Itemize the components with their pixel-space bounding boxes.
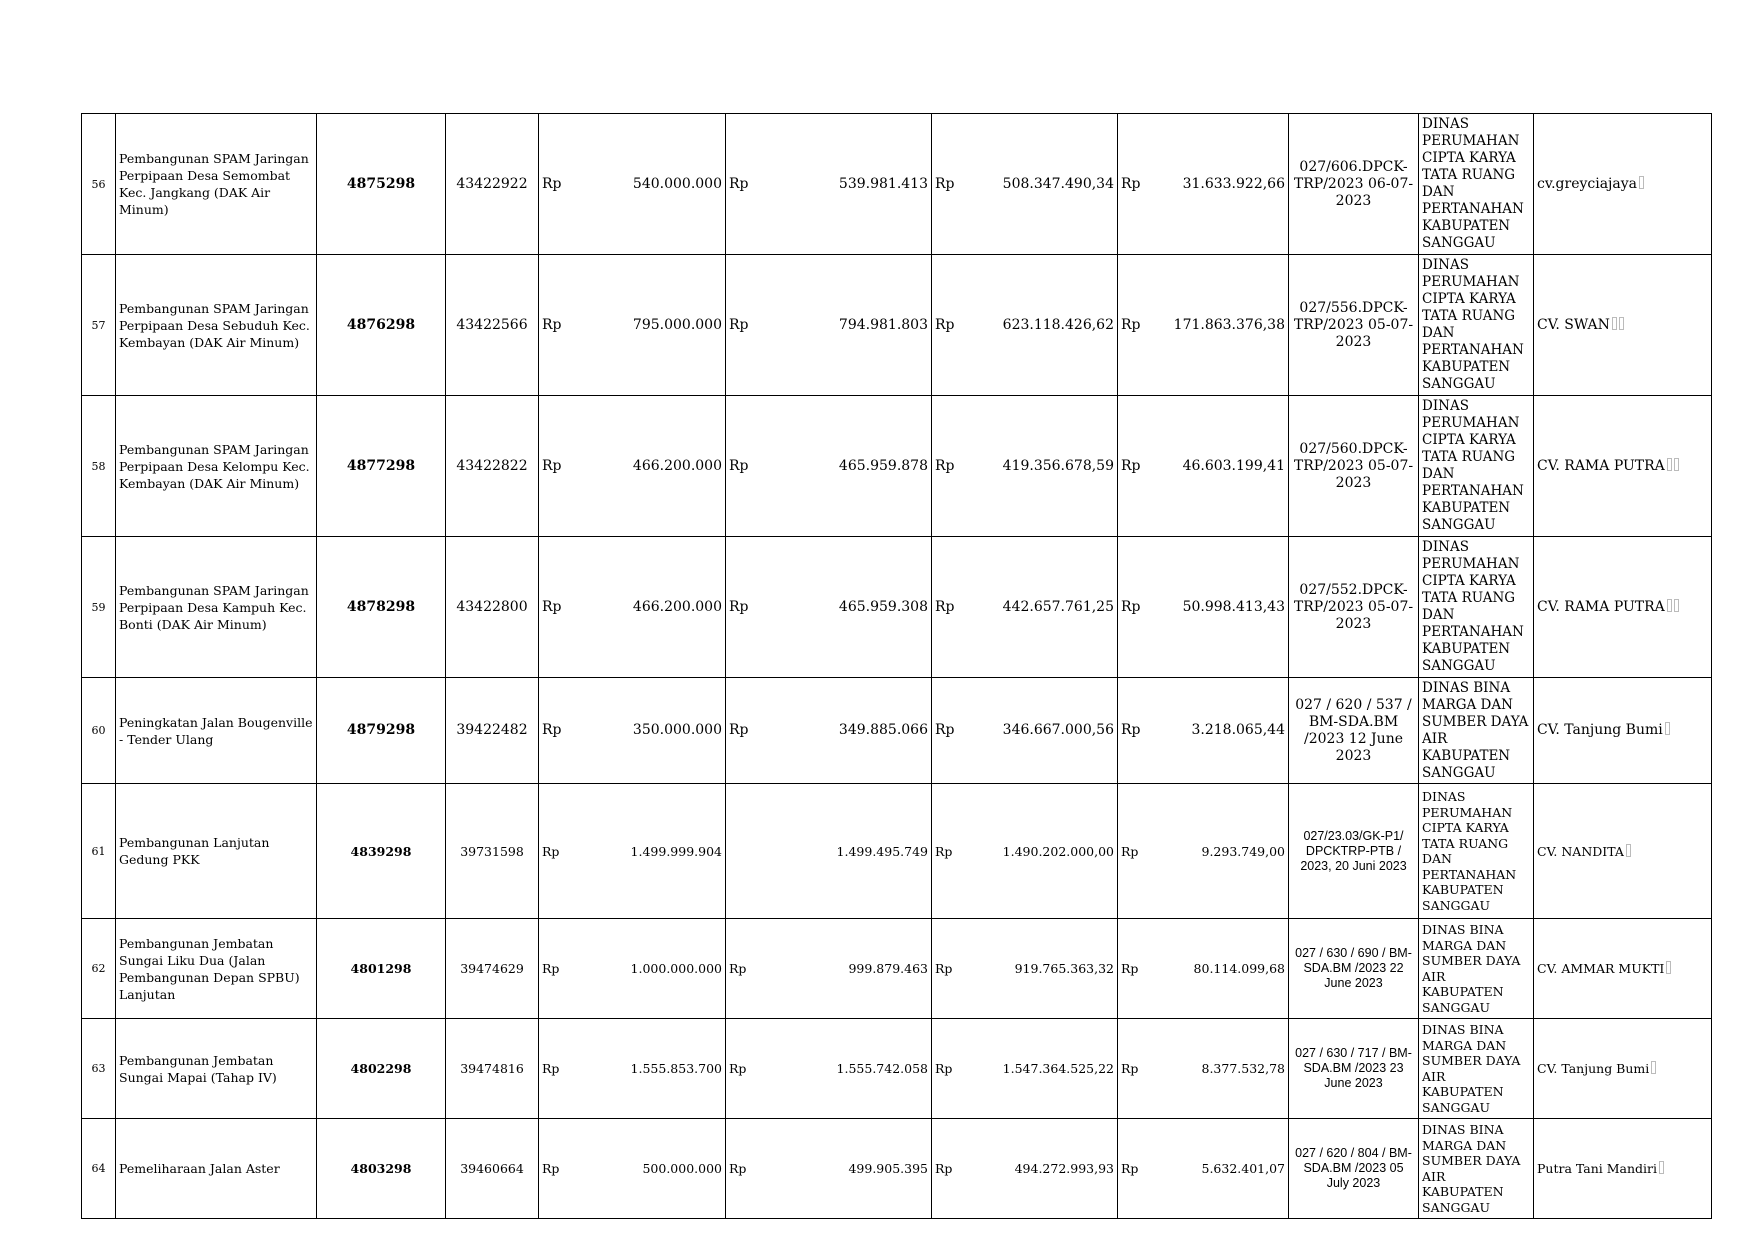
hps-amount: 999.879.463 bbox=[760, 919, 932, 1019]
vendor-cell bbox=[1534, 784, 1712, 919]
vendor-cell bbox=[1534, 678, 1712, 784]
currency-label: Rp bbox=[726, 1119, 760, 1219]
currency-label: Rp bbox=[1118, 919, 1152, 1019]
row-number: 62 bbox=[82, 919, 116, 1019]
row-number: 64 bbox=[82, 1119, 116, 1219]
vendor-name: CV. SWAN bbox=[1537, 316, 1610, 333]
currency-label: Rp bbox=[539, 537, 573, 678]
hps-amount: 349.885.066 bbox=[760, 678, 932, 784]
currency-label: Rp bbox=[726, 255, 760, 396]
agency-name: DINAS PERUMAHAN CIPTA KARYA TATA RUANG DAN PERTANAHAN KABUPATEN SANGGAU bbox=[1419, 537, 1534, 678]
empty-box-icon bbox=[1626, 844, 1631, 857]
vendor-cell bbox=[1534, 537, 1712, 678]
empty-box-icon bbox=[1667, 599, 1672, 612]
contract-number: 027/606.DPCK-TRP/2023 06-07-2023 bbox=[1289, 114, 1419, 255]
currency-label: Rp bbox=[539, 396, 573, 537]
procurement-table bbox=[81, 113, 1712, 1219]
empty-box-icon bbox=[1665, 722, 1670, 735]
rup-code: 39731598 bbox=[446, 784, 539, 919]
currency-label: Rp bbox=[726, 396, 760, 537]
package-name: Pembangunan SPAM Jaringan Perpipaan Desa Sebuduh Kec. Kembayan (DAK Air Minum) bbox=[116, 255, 317, 396]
currency-label: Rp bbox=[1118, 255, 1152, 396]
row-number: 60 bbox=[82, 678, 116, 784]
currency-label: Rp bbox=[932, 537, 966, 678]
vendor-name: CV. Tanjung Bumi bbox=[1537, 722, 1663, 738]
vendor-cell bbox=[1534, 396, 1712, 537]
currency-label: Rp bbox=[932, 784, 966, 919]
package-code: 4876298 bbox=[317, 255, 446, 396]
rup-code: 43422800 bbox=[446, 537, 539, 678]
package-code: 4875298 bbox=[317, 114, 446, 255]
vendor-name: CV. RAMA PUTRA bbox=[1537, 457, 1665, 474]
contract-amount: 442.657.761,25 bbox=[966, 537, 1118, 678]
table-row bbox=[82, 1119, 1712, 1219]
package-code: 4877298 bbox=[317, 396, 446, 537]
vendor-cell bbox=[1534, 114, 1712, 255]
package-code: 4803298 bbox=[317, 1119, 446, 1219]
contract-number: 027/23.03/GK-P1/ DPCKTRP-PTB / 2023, 20 Juni 2023 bbox=[1289, 784, 1419, 919]
pagu-amount: 1.555.853.700 bbox=[573, 1019, 726, 1119]
rup-code: 39474816 bbox=[446, 1019, 539, 1119]
package-name: Pembangunan Lanjutan Gedung PKK bbox=[116, 784, 317, 919]
empty-box-icon bbox=[1659, 1161, 1664, 1174]
package-name: Pembangunan Jembatan Sungai Mapai (Tahap IV) bbox=[116, 1019, 317, 1119]
vendor-cell bbox=[1534, 1119, 1712, 1219]
pagu-amount: 466.200.000 bbox=[573, 396, 726, 537]
currency-label: Rp bbox=[726, 537, 760, 678]
vendor-name: CV. NANDITA bbox=[1537, 843, 1624, 859]
currency-label: Rp bbox=[932, 1019, 966, 1119]
rup-code: 43422822 bbox=[446, 396, 539, 537]
currency-label: Rp bbox=[1118, 537, 1152, 678]
empty-box-icon bbox=[1674, 599, 1679, 612]
table-row bbox=[82, 678, 1712, 784]
difference-amount: 31.633.922,66 bbox=[1152, 114, 1289, 255]
package-name: Pembangunan Jembatan Sungai Liku Dua (Jalan Pembangunan Depan SPBU) Lanjutan bbox=[116, 919, 317, 1019]
pagu-amount: 466.200.000 bbox=[573, 537, 726, 678]
hps-amount: 499.905.395 bbox=[760, 1119, 932, 1219]
empty-box-icon bbox=[1612, 317, 1617, 330]
rup-code: 43422566 bbox=[446, 255, 539, 396]
empty-box-icon bbox=[1666, 961, 1671, 974]
currency-label: Rp bbox=[1118, 114, 1152, 255]
pagu-amount: 540.000.000 bbox=[573, 114, 726, 255]
package-code: 4802298 bbox=[317, 1019, 446, 1119]
agency-name: DINAS PERUMAHAN CIPTA KARYA TATA RUANG DAN PERTANAHAN KABUPATEN SANGGAU bbox=[1419, 396, 1534, 537]
currency-label: Rp bbox=[726, 114, 760, 255]
currency-label: Rp bbox=[539, 1119, 573, 1219]
vendor-name: Putra Tani Mandiri bbox=[1537, 1161, 1658, 1176]
contract-number: 027 / 620 / 804 / BM-SDA.BM /2023 05 July 2023 bbox=[1289, 1119, 1419, 1219]
currency-label: Rp bbox=[1118, 1019, 1152, 1119]
difference-amount: 171.863.376,38 bbox=[1152, 255, 1289, 396]
empty-box-icon bbox=[1619, 317, 1624, 330]
pagu-amount: 350.000.000 bbox=[573, 678, 726, 784]
currency-label: Rp bbox=[932, 919, 966, 1019]
vendor-name: cv.greyciajaya bbox=[1537, 175, 1637, 192]
contract-amount: 346.667.000,56 bbox=[966, 678, 1118, 784]
empty-box-icon bbox=[1674, 458, 1679, 471]
hps-amount: 794.981.803 bbox=[760, 255, 932, 396]
vendor-cell bbox=[1534, 919, 1712, 1019]
row-number: 58 bbox=[82, 396, 116, 537]
row-number: 63 bbox=[82, 1019, 116, 1119]
contract-number: 027 / 620 / 537 / BM-SDA.BM /2023 12 June 2023 bbox=[1289, 678, 1419, 784]
agency-name: DINAS PERUMAHAN CIPTA KARYA TATA RUANG DAN PERTANAHAN KABUPATEN SANGGAU bbox=[1419, 784, 1534, 919]
currency-label: Rp bbox=[539, 784, 573, 919]
currency-label: Rp bbox=[726, 678, 760, 784]
currency-label: Rp bbox=[1118, 784, 1152, 919]
contract-amount: 508.347.490,34 bbox=[966, 114, 1118, 255]
currency-label: Rp bbox=[539, 1019, 573, 1119]
hps-amount: 1.499.495.749 bbox=[760, 784, 932, 919]
table-row bbox=[82, 784, 1712, 919]
currency-label: Rp bbox=[539, 255, 573, 396]
vendor-name: CV. RAMA PUTRA bbox=[1537, 598, 1665, 615]
package-code: 4879298 bbox=[317, 678, 446, 784]
package-code: 4878298 bbox=[317, 537, 446, 678]
currency-label: Rp bbox=[932, 396, 966, 537]
table-row bbox=[82, 255, 1712, 396]
pagu-amount: 1.499.999.904 bbox=[573, 784, 726, 919]
currency-label: Rp bbox=[932, 255, 966, 396]
difference-amount: 46.603.199,41 bbox=[1152, 396, 1289, 537]
rup-code: 39460664 bbox=[446, 1119, 539, 1219]
rup-code: 39474629 bbox=[446, 919, 539, 1019]
package-name: Pemeliharaan Jalan Aster bbox=[116, 1119, 317, 1219]
contract-number: 027 / 630 / 717 / BM-SDA.BM /2023 23 June 2023 bbox=[1289, 1019, 1419, 1119]
agency-name: DINAS BINA MARGA DAN SUMBER DAYA AIR KABUPATEN SANGGAU bbox=[1419, 919, 1534, 1019]
pagu-amount: 1.000.000.000 bbox=[573, 919, 726, 1019]
package-code: 4839298 bbox=[317, 784, 446, 919]
package-name: Pembangunan SPAM Jaringan Perpipaan Desa Kelompu Kec. Kembayan (DAK Air Minum) bbox=[116, 396, 317, 537]
currency-label: Rp bbox=[1118, 678, 1152, 784]
currency-label bbox=[726, 784, 760, 919]
contract-amount: 623.118.426,62 bbox=[966, 255, 1118, 396]
table-row bbox=[82, 919, 1712, 1019]
package-code: 4801298 bbox=[317, 919, 446, 1019]
contract-number: 027/552.DPCK-TRP/2023 05-07-2023 bbox=[1289, 537, 1419, 678]
currency-label: Rp bbox=[932, 1119, 966, 1219]
contract-amount: 419.356.678,59 bbox=[966, 396, 1118, 537]
currency-label: Rp bbox=[932, 678, 966, 784]
rup-code: 43422922 bbox=[446, 114, 539, 255]
currency-label: Rp bbox=[539, 678, 573, 784]
vendor-name: CV. Tanjung Bumi bbox=[1537, 1061, 1650, 1076]
package-name: Pembangunan SPAM Jaringan Perpipaan Desa Kampuh Kec. Bonti (DAK Air Minum) bbox=[116, 537, 317, 678]
hps-amount: 1.555.742.058 bbox=[760, 1019, 932, 1119]
difference-amount: 8.377.532,78 bbox=[1152, 1019, 1289, 1119]
contract-amount: 494.272.993,93 bbox=[966, 1119, 1118, 1219]
agency-name: DINAS BINA MARGA DAN SUMBER DAYA AIR KABUPATEN SANGGAU bbox=[1419, 1119, 1534, 1219]
row-number: 56 bbox=[82, 114, 116, 255]
contract-amount: 1.490.202.000,00 bbox=[966, 784, 1118, 919]
package-name: Pembangunan SPAM Jaringan Perpipaan Desa Semombat Kec. Jangkang (DAK Air Minum) bbox=[116, 114, 317, 255]
agency-name: DINAS PERUMAHAN CIPTA KARYA TATA RUANG DAN PERTANAHAN KABUPATEN SANGGAU bbox=[1419, 255, 1534, 396]
currency-label: Rp bbox=[932, 114, 966, 255]
hps-amount: 465.959.878 bbox=[760, 396, 932, 537]
currency-label: Rp bbox=[539, 919, 573, 1019]
hps-amount: 539.981.413 bbox=[760, 114, 932, 255]
row-number: 59 bbox=[82, 537, 116, 678]
pagu-amount: 795.000.000 bbox=[573, 255, 726, 396]
empty-box-icon bbox=[1651, 1061, 1656, 1074]
difference-amount: 9.293.749,00 bbox=[1152, 784, 1289, 919]
empty-box-icon bbox=[1639, 176, 1644, 189]
vendor-name: CV. AMMAR MUKTI bbox=[1537, 961, 1665, 976]
contract-number: 027 / 630 / 690 / BM-SDA.BM /2023 22 June 2023 bbox=[1289, 919, 1419, 1019]
agency-name: DINAS BINA MARGA DAN SUMBER DAYA AIR KABUPATEN SANGGAU bbox=[1419, 678, 1534, 784]
currency-label: Rp bbox=[1118, 396, 1152, 537]
contract-number: 027/560.DPCK-TRP/2023 05-07-2023 bbox=[1289, 396, 1419, 537]
currency-label: Rp bbox=[1118, 1119, 1152, 1219]
vendor-cell bbox=[1534, 1019, 1712, 1119]
difference-amount: 3.218.065,44 bbox=[1152, 678, 1289, 784]
hps-amount: 465.959.308 bbox=[760, 537, 932, 678]
difference-amount: 50.998.413,43 bbox=[1152, 537, 1289, 678]
currency-label: Rp bbox=[726, 1019, 760, 1119]
agency-name: DINAS PERUMAHAN CIPTA KARYA TATA RUANG DAN PERTANAHAN KABUPATEN SANGGAU bbox=[1419, 114, 1534, 255]
table-row bbox=[82, 1019, 1712, 1119]
difference-amount: 80.114.099,68 bbox=[1152, 919, 1289, 1019]
difference-amount: 5.632.401,07 bbox=[1152, 1119, 1289, 1219]
table-row bbox=[82, 114, 1712, 255]
contract-number: 027/556.DPCK-TRP/2023 05-07-2023 bbox=[1289, 255, 1419, 396]
row-number: 61 bbox=[82, 784, 116, 919]
empty-box-icon bbox=[1667, 458, 1672, 471]
package-name: Peningkatan Jalan Bougenville - Tender Ulang bbox=[116, 678, 317, 784]
contract-amount: 1.547.364.525,22 bbox=[966, 1019, 1118, 1119]
table-row bbox=[82, 396, 1712, 537]
currency-label: Rp bbox=[539, 114, 573, 255]
table-row bbox=[82, 537, 1712, 678]
pagu-amount: 500.000.000 bbox=[573, 1119, 726, 1219]
row-number: 57 bbox=[82, 255, 116, 396]
agency-name: DINAS BINA MARGA DAN SUMBER DAYA AIR KABUPATEN SANGGAU bbox=[1419, 1019, 1534, 1119]
vendor-cell bbox=[1534, 255, 1712, 396]
currency-label: Rp bbox=[726, 919, 760, 1019]
contract-amount: 919.765.363,32 bbox=[966, 919, 1118, 1019]
rup-code: 39422482 bbox=[446, 678, 539, 784]
